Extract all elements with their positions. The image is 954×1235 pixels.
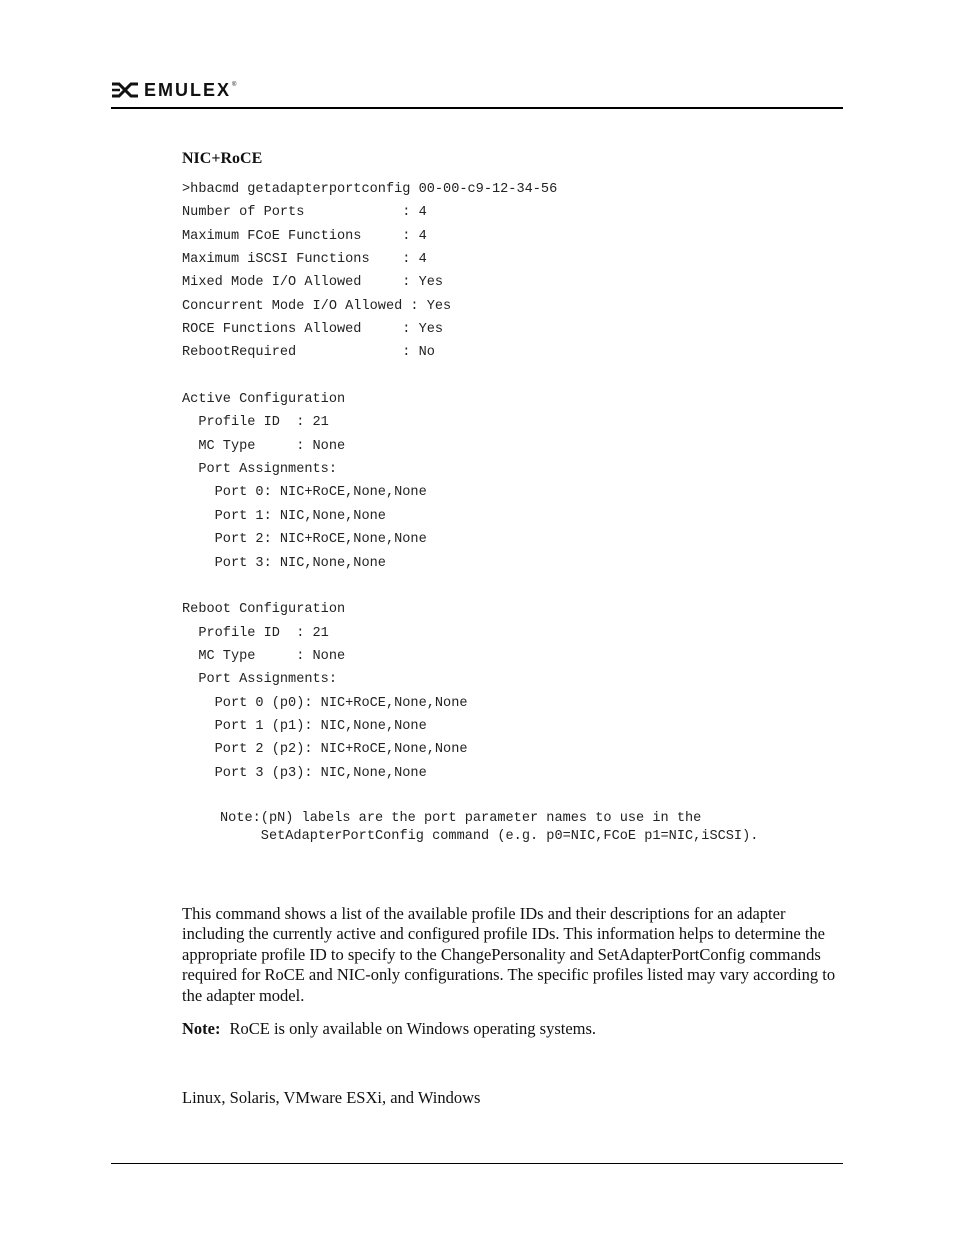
code-line: Port 1: NIC,None,None (182, 508, 386, 524)
code-line: Mixed Mode I/O Allowed : Yes (182, 275, 444, 291)
code-line: >hbacmd getadapterportconfig 00-00-c9-12-34-56 (182, 182, 558, 197)
code-line: Maximum iSCSI Functions : 4 (182, 252, 427, 268)
code-line: Port 3: NIC,None,None (182, 555, 386, 571)
code-line: RebootRequired : No (182, 345, 435, 361)
code-line: Concurrent Mode I/O Allowed : Yes (182, 298, 452, 314)
supported-platforms: Linux, Solaris, VMware ESXi, and Windows (182, 1088, 481, 1107)
emulex-logo (111, 79, 236, 101)
note-label: Note: (182, 1019, 221, 1038)
code-line: Port Assignments: (182, 462, 337, 478)
logo-text: EMULEX (144, 79, 232, 100)
section-heading: NIC+RoCE (182, 150, 263, 167)
code-line: ROCE Functions Allowed : Yes (182, 322, 444, 338)
description-paragraph: This command shows a list of the available profile IDs and their descriptions for an adapter including the currently active and configured profile IDs. This information helps to determine the appropriate profile ID to specify to the ChangePersonality and SetAdapterPortConfig commands required for RoCE and NIC-only configurations. The specific profiles listed may vary according to the adapter model. (182, 904, 836, 1005)
emulex-logo-icon (111, 82, 139, 98)
code-line: Profile ID : 21 (182, 415, 329, 431)
code-line: Port Assignments: (182, 672, 337, 688)
code-line: SetAdapterPortConfig command (e.g. p0=NIC,FCoE p1=NIC,iSCSI). (220, 829, 759, 844)
header-rule (111, 107, 843, 109)
footer-rule (111, 1163, 843, 1164)
note (182, 1019, 596, 1039)
code-line: Active Configuration (182, 392, 346, 408)
code-line: Number of Ports : 4 (182, 205, 427, 221)
code-line: MC Type : None (182, 438, 346, 454)
code-line: Reboot Configuration (182, 602, 346, 618)
code-line: Port 2 (p2): NIC+RoCE,None,None (182, 742, 468, 758)
code-line: Port 1 (p1): NIC,None,None (182, 718, 427, 734)
code-line: Profile ID : 21 (182, 625, 329, 641)
code-line: Maximum FCoE Functions : 4 (182, 228, 427, 244)
note-text: RoCE is only available on Windows operating systems. (229, 1019, 597, 1038)
command-output-note (220, 810, 758, 846)
logo-trademark: ® (232, 82, 237, 88)
code-line: MC Type : None (182, 648, 346, 664)
code-line: Port 3 (p3): NIC,None,None (182, 765, 427, 781)
code-line: Port 0: NIC+RoCE,None,None (182, 485, 427, 501)
code-line: Note:(pN) labels are the port parameter names to use in the (220, 811, 702, 826)
code-line: Port 2: NIC+RoCE,None,None (182, 532, 427, 548)
command-output-block (182, 178, 557, 785)
code-line: Port 0 (p0): NIC+RoCE,None,None (182, 695, 468, 711)
